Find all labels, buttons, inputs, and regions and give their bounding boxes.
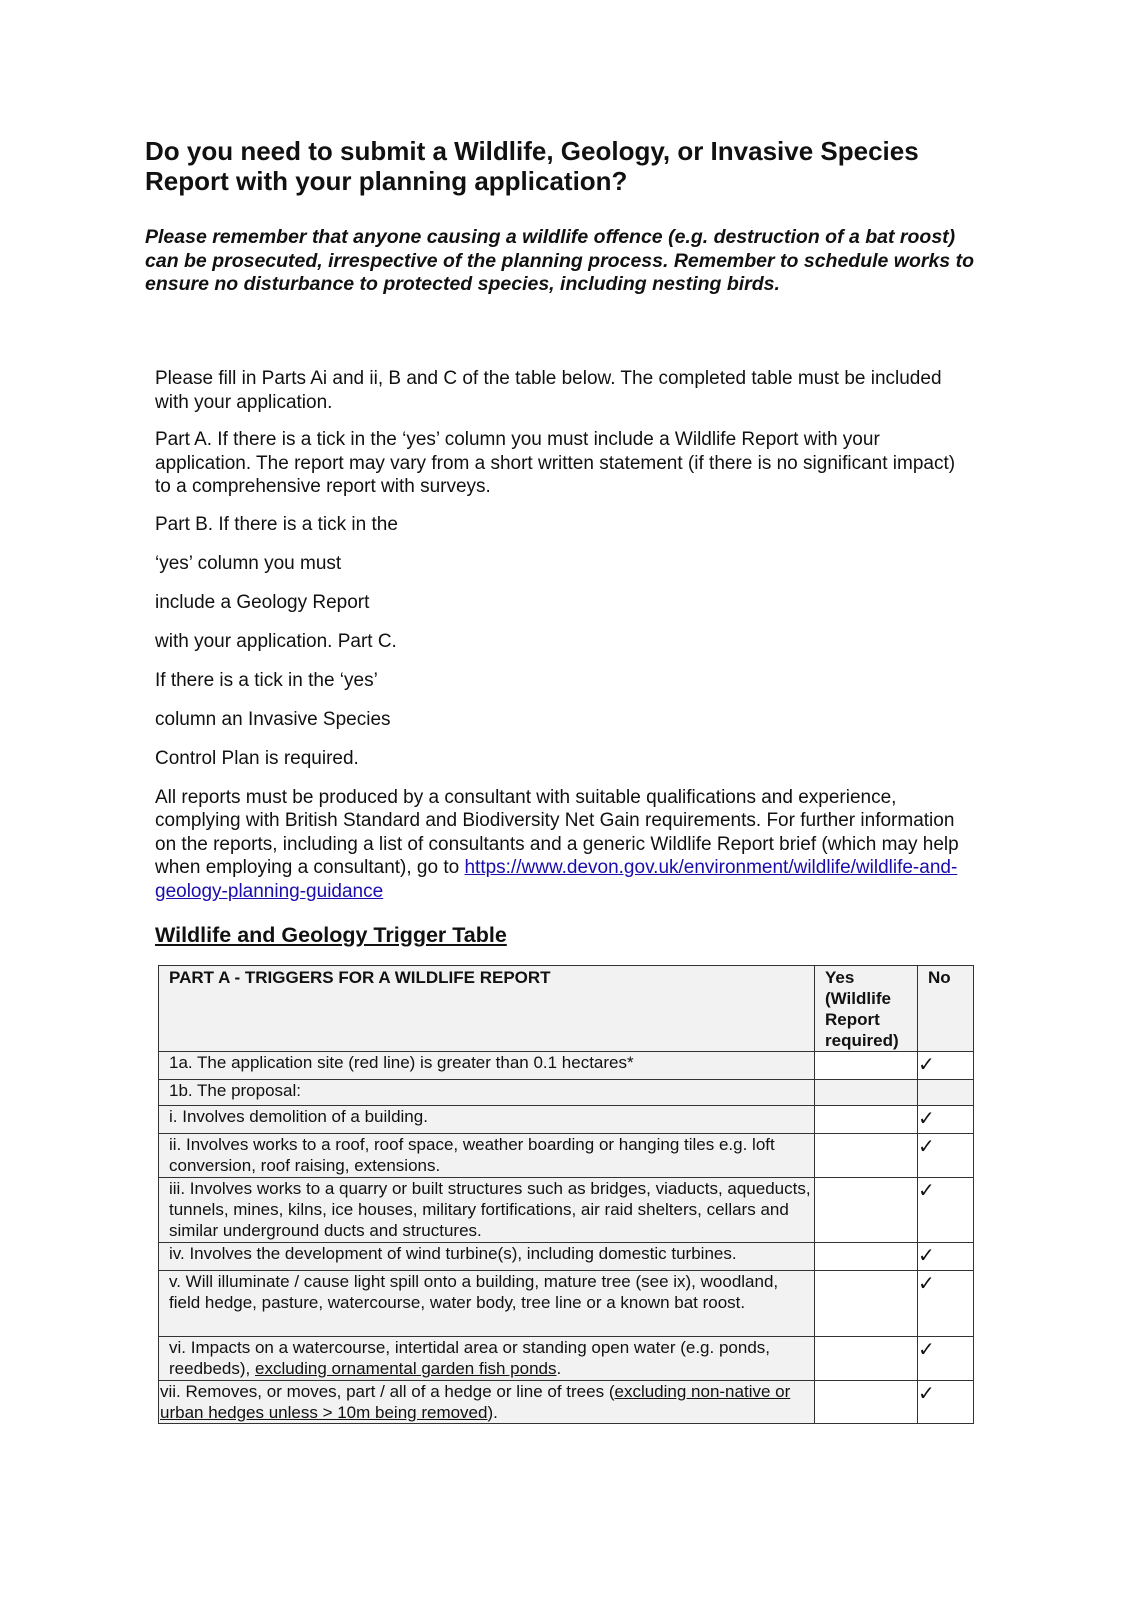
no-cell[interactable] <box>918 1337 974 1381</box>
trigger-label: 1b. The proposal: <box>169 1081 301 1100</box>
checkmark-icon: ✓ <box>918 1245 935 1267</box>
no-cell[interactable] <box>918 1271 974 1337</box>
no-cell[interactable] <box>918 1134 974 1178</box>
paragraph-line: include a Geology Report <box>155 591 370 613</box>
trigger-exclusion: excluding non-native or urban hedges unless > 10m being removed <box>160 1382 791 1422</box>
trigger-label: i. Involves demolition of a building. <box>169 1107 428 1126</box>
checkmark-icon: ✓ <box>918 1136 935 1158</box>
yes-cell[interactable] <box>815 1243 918 1271</box>
no-cell[interactable] <box>918 1106 974 1134</box>
table-row <box>159 1381 974 1424</box>
table-row <box>159 1337 974 1381</box>
trigger-text <box>159 1178 815 1243</box>
table-row <box>159 1052 974 1080</box>
trigger-text <box>159 1381 815 1424</box>
table-row <box>159 1134 974 1178</box>
paragraph-text: All reports must be produced by a consultant with suitable qualifications and experience, complying with British Standard and Biodiversity Net Gain requirements. For further information on the reports, including a list of consultants and a generic Wildlife Report brief (which may help when employing a consultant), go to <box>155 786 959 878</box>
trigger-tail: . <box>556 1359 562 1378</box>
header-part-a: PART A - TRIGGERS FOR A WILDLIFE REPORT <box>159 966 815 1052</box>
table-row <box>159 1106 974 1134</box>
table-heading: Wildlife and Geology Trigger Table <box>155 923 507 947</box>
trigger-exclusion: excluding ornamental garden fish ponds <box>255 1359 557 1378</box>
no-cell[interactable] <box>918 1052 974 1080</box>
table-header-row <box>159 966 974 1052</box>
yes-cell[interactable] <box>815 1106 918 1134</box>
table-row <box>159 1271 974 1337</box>
paragraph-line: Part B. If there is a tick in the <box>155 513 398 535</box>
warning-note: Please remember that anyone causing a wildlife offence (e.g. destruction of a bat roost) can be prosecuted, irrespective of the planning process. Remember to schedule works to ensure no disturbance to protected species, including nesting birds. <box>145 226 974 295</box>
trigger-table <box>158 965 974 1424</box>
trigger-text <box>159 1106 815 1134</box>
no-cell[interactable] <box>918 1080 974 1106</box>
table-row <box>159 1243 974 1271</box>
paragraph-line: column an Invasive Species <box>155 708 391 730</box>
trigger-label: vii. Removes, or moves, part / all of a hedge or line of trees ( <box>160 1382 615 1401</box>
yes-cell[interactable] <box>815 1381 918 1424</box>
guidance-link[interactable]: https://www.devon.gov.uk/environment/wildlife/wildlife-and-geology-planning-guidance <box>155 857 958 902</box>
yes-cell[interactable] <box>815 1337 918 1381</box>
header-yes: Yes (Wildlife Report required) <box>815 966 918 1052</box>
paragraph-line: with your application. Part C. <box>155 630 397 652</box>
trigger-text <box>159 1337 815 1381</box>
checkmark-icon: ✓ <box>918 1054 935 1076</box>
trigger-label: ii. Involves works to a roof, roof space, weather boarding or hanging tiles e.g. loft conversion, roof raising, extensions. <box>169 1135 775 1175</box>
checkmark-icon: ✓ <box>918 1273 935 1295</box>
trigger-tail: ). <box>487 1403 498 1422</box>
checkmark-icon: ✓ <box>918 1383 935 1405</box>
paragraph-line: ‘yes’ column you must <box>155 552 342 574</box>
paragraph-line: Control Plan is required. <box>155 747 359 769</box>
trigger-label: iv. Involves the development of wind turbine(s), including domestic turbines. <box>169 1244 737 1263</box>
trigger-text <box>159 1052 815 1080</box>
checkmark-icon: ✓ <box>918 1180 935 1202</box>
yes-cell[interactable] <box>815 1271 918 1337</box>
trigger-label: v. Will illuminate / cause light spill onto a building, mature tree (see ix), woodland, field hedge, pasture, watercourse, water body, tree line or a known bat roost. <box>169 1272 779 1312</box>
table-row <box>159 1080 974 1106</box>
trigger-label: iii. Involves works to a quarry or built structures such as bridges, viaducts, aqueducts, tunnels, mines, kilns, ice houses, military fortifications, air raid shelters, cellars and similar underground ducts and structures. <box>169 1179 811 1240</box>
trigger-text <box>159 1271 815 1337</box>
instructions <box>155 367 965 917</box>
trigger-label: 1a. The application site (red line) is greater than 0.1 hectares* <box>169 1053 634 1072</box>
yes-cell[interactable] <box>815 1134 918 1178</box>
trigger-text <box>159 1080 815 1106</box>
header-no: No <box>918 966 974 1052</box>
no-cell[interactable] <box>918 1243 974 1271</box>
trigger-text <box>159 1243 815 1271</box>
paragraph: Part A. If there is a tick in the ‘yes’ column you must include a Wildlife Report with your application. The report may vary from a short written statement (if there is no significant impact) to a comprehensive report with surveys. <box>155 429 956 497</box>
no-cell[interactable] <box>918 1178 974 1243</box>
paragraph-line: If there is a tick in the ‘yes’ <box>155 669 378 691</box>
table-row <box>159 1178 974 1243</box>
paragraph: Please fill in Parts Ai and ii, B and C of the table below. The completed table must be included with your application. <box>155 368 942 413</box>
checkmark-icon: ✓ <box>918 1108 935 1130</box>
yes-cell[interactable] <box>815 1178 918 1243</box>
yes-cell[interactable] <box>815 1052 918 1080</box>
yes-cell[interactable] <box>815 1080 918 1106</box>
page-title: Do you need to submit a Wildlife, Geology, or Invasive Species Report with your planning application? <box>145 136 919 196</box>
trigger-label: vi. Impacts on a watercourse, intertidal area or standing open water (e.g. ponds, reedbeds), <box>169 1338 770 1378</box>
no-cell[interactable] <box>918 1381 974 1424</box>
paragraph <box>155 786 965 904</box>
trigger-text <box>159 1134 815 1178</box>
checkmark-icon: ✓ <box>918 1339 935 1361</box>
